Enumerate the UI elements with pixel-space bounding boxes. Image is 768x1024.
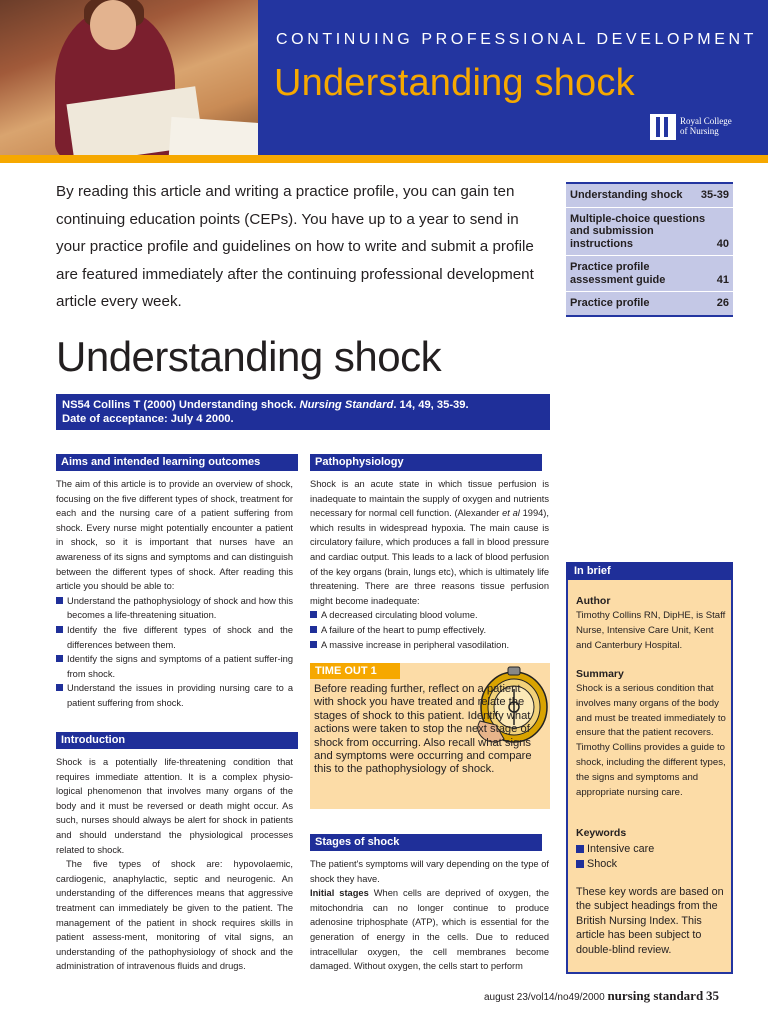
introduction-section xyxy=(56,755,293,974)
page-number: 35 xyxy=(705,988,719,1003)
reference-volume: . 14, 49, 35-39. xyxy=(393,399,469,411)
header-title: Understanding shock xyxy=(274,62,635,104)
keywords-list xyxy=(576,842,726,872)
rcn-logo xyxy=(650,114,730,144)
pathophysiology-bullet: A massive increase in peripheral vasodilation. xyxy=(310,638,549,653)
pathophysiology-bullet: A decreased circulating blood volume. xyxy=(310,608,549,623)
aims-bullet: Identify the five different types of shock and the differences between them. xyxy=(56,623,293,652)
rcn-logo-text: Royal College of Nursing xyxy=(680,116,732,136)
in-brief-sidebar xyxy=(566,562,733,974)
aims-text: The aim of this article is to provide an overview of shock, focusing on the five different types of shock, treatment for each and the nursing care of a patient suffering from shock. Every nurse might potentially encounter a patient in shock, so it is important that nurses have an awareness of its signs and symptoms and can distinguish between the different types of shock. After reading this article you should be able to: xyxy=(56,479,293,592)
summary-heading: Summary xyxy=(576,668,624,680)
pathophysiology-et-al: et al xyxy=(502,508,520,519)
header-photo xyxy=(0,0,258,155)
aims-bullet: Identify the signs and symptoms of a patient suffer-ing from shock. xyxy=(56,652,293,681)
keywords-note: These key words are based on the subject headings from the British Nursing Index. This article has been subject to double-blind review. xyxy=(576,886,724,956)
aims-bullet: Understand the pathophysiology of shock and how this becomes a life-threatening situation. xyxy=(56,594,293,623)
timeout-label: TIME OUT 1 xyxy=(310,663,400,679)
in-brief-heading: In brief xyxy=(566,562,733,580)
stages-heading: Stages of shock xyxy=(310,834,542,851)
contents-item-label: Understanding shock xyxy=(570,189,683,201)
pathophysiology-heading: Pathophysiology xyxy=(310,454,542,471)
aims-list xyxy=(56,594,293,711)
intro-paragraph: By reading this article and writing a practice profile, you can gain ten continuing education points (CEPs). You have up to a year to send in your practice profile and guidelines on how to write and submit a profile are featured immediately after the continuing professional development article every week. xyxy=(56,183,534,310)
reference-acceptance: Date of acceptance: July 4 2000. xyxy=(62,413,234,425)
stages-section xyxy=(310,857,549,974)
summary-text: Shock is a serious condition that involves many organs of the body and must be treated immediately to ensure that the patient recovers. Timothy Collins provides a guide to shock, including the different types, the signs and symptoms and appropriate nursing care. xyxy=(576,683,726,798)
stages-p1: The patient's symptoms will vary depending on the type of shock they have. xyxy=(310,859,549,884)
stages-p2 xyxy=(310,886,549,974)
author-heading: Author xyxy=(576,595,611,607)
pathophysiology-text-a: Shock is an acute state in which tissue perfusion is inadequate to maintain the supply of oxygen and nutrients necessary for normal cell function. (Alexander xyxy=(310,479,549,519)
contents-box xyxy=(566,182,733,317)
aims-heading: Aims and intended learning outcomes xyxy=(56,454,298,471)
contents-item-label: Practice profile assessment guide xyxy=(570,261,666,286)
author-text: Timothy Collins RN, DipHE, is Staff Nurse, Intensive Care Unit, Kent and Canterbury Hospital. xyxy=(576,610,726,651)
header-kicker: CONTINUING PROFESSIONAL DEVELOPMENT xyxy=(276,31,758,48)
contents-item[interactable] xyxy=(566,292,733,315)
keyword-item: Shock xyxy=(576,857,726,872)
reference-journal: Nursing Standard xyxy=(299,399,394,411)
contents-item[interactable] xyxy=(566,184,733,208)
aims-section xyxy=(56,477,293,711)
contents-item[interactable] xyxy=(566,208,733,257)
pathophysiology-text-b: 1994), which results in widespread hypoxia. The main cause is circulatory failure, which produces a fall in blood pressure and cardiac output. This leads to a lack of blood perfusion of the key organs (brain, lungs etc), which is ultimately life threatening. There are three reasons tissue perfusion might become inadequate: xyxy=(310,508,549,606)
reference-citation: NS54 Collins T (2000) Understanding shock. xyxy=(62,399,300,411)
introduction-p1: Shock is a potentially life-threatening condition that requires immediate attention. It is a complex physio-logical phenomenon that involves many organs of the body and it must be reversed or death might occur. As such, nurses should always be alert for shock in patients and should understand the physiological processes related to shock. xyxy=(56,757,293,855)
stages-subheading: Initial stages xyxy=(310,888,369,899)
article-title: Understanding shock xyxy=(56,333,442,380)
reference-box xyxy=(56,394,550,430)
introduction-p2: The five types of shock are: hypovolaemic, cardiogenic, anaphylactic, septic and neurogenic. An understanding of the differences means that aggressive treatment can immediately be given to the patient. The management of the patient in shock requires skills in patient assess-ment, monitoring of vital signs, an understanding of the pathophysiology of shock and the administration of intravenous fluids and drugs. xyxy=(56,859,293,972)
pathophysiology-text xyxy=(310,477,549,608)
footer-issue: august 23/vol14/no49/2000 xyxy=(484,992,605,1003)
contents-item-page: 26 xyxy=(716,297,729,309)
stages-p2-text: When cells are deprived of oxygen, the mitochondria can no longer continue to produce adenosine triphosphate (ATP), which is essential for the generation of energy in the cells. Due to reduced intracellular oxygen, the cell membranes become damaged. Without oxygen, the cells start to perform xyxy=(310,888,549,972)
contents-item[interactable] xyxy=(566,256,733,292)
contents-item-page: 35-39 xyxy=(700,189,729,201)
contents-item-label: Multiple-choice questions and submission instructions xyxy=(570,212,706,250)
pathophysiology-bullet: A failure of the heart to pump effectively. xyxy=(310,623,549,638)
introduction-heading: Introduction xyxy=(56,732,298,749)
header-stripe xyxy=(0,155,768,163)
contents-item-label: Practice profile xyxy=(570,297,650,309)
page-footer xyxy=(484,988,719,1004)
pathophysiology-list xyxy=(310,608,549,652)
footer-brand: nursing standard xyxy=(607,988,704,1003)
aims-bullet: Understand the issues in providing nursing care to a patient suffering from shock. xyxy=(56,681,293,710)
keywords-heading: Keywords xyxy=(576,827,627,839)
contents-item-page: 40 xyxy=(716,237,729,250)
timeout-text: Before reading further, reflect on a patient with shock you have treated and relate the stages of shock to this patient. Identify what actions were taken to stop the next stage of shock from occurring. Also recall what signs and symptoms were occurring and compare this to the pathophysiology of shock. xyxy=(314,683,532,776)
rcn-logo-icon xyxy=(650,114,676,140)
timeout-box xyxy=(310,663,550,809)
keyword-item: Intensive care xyxy=(576,842,726,857)
contents-item-page: 41 xyxy=(716,273,729,286)
pathophysiology-section xyxy=(310,477,549,652)
